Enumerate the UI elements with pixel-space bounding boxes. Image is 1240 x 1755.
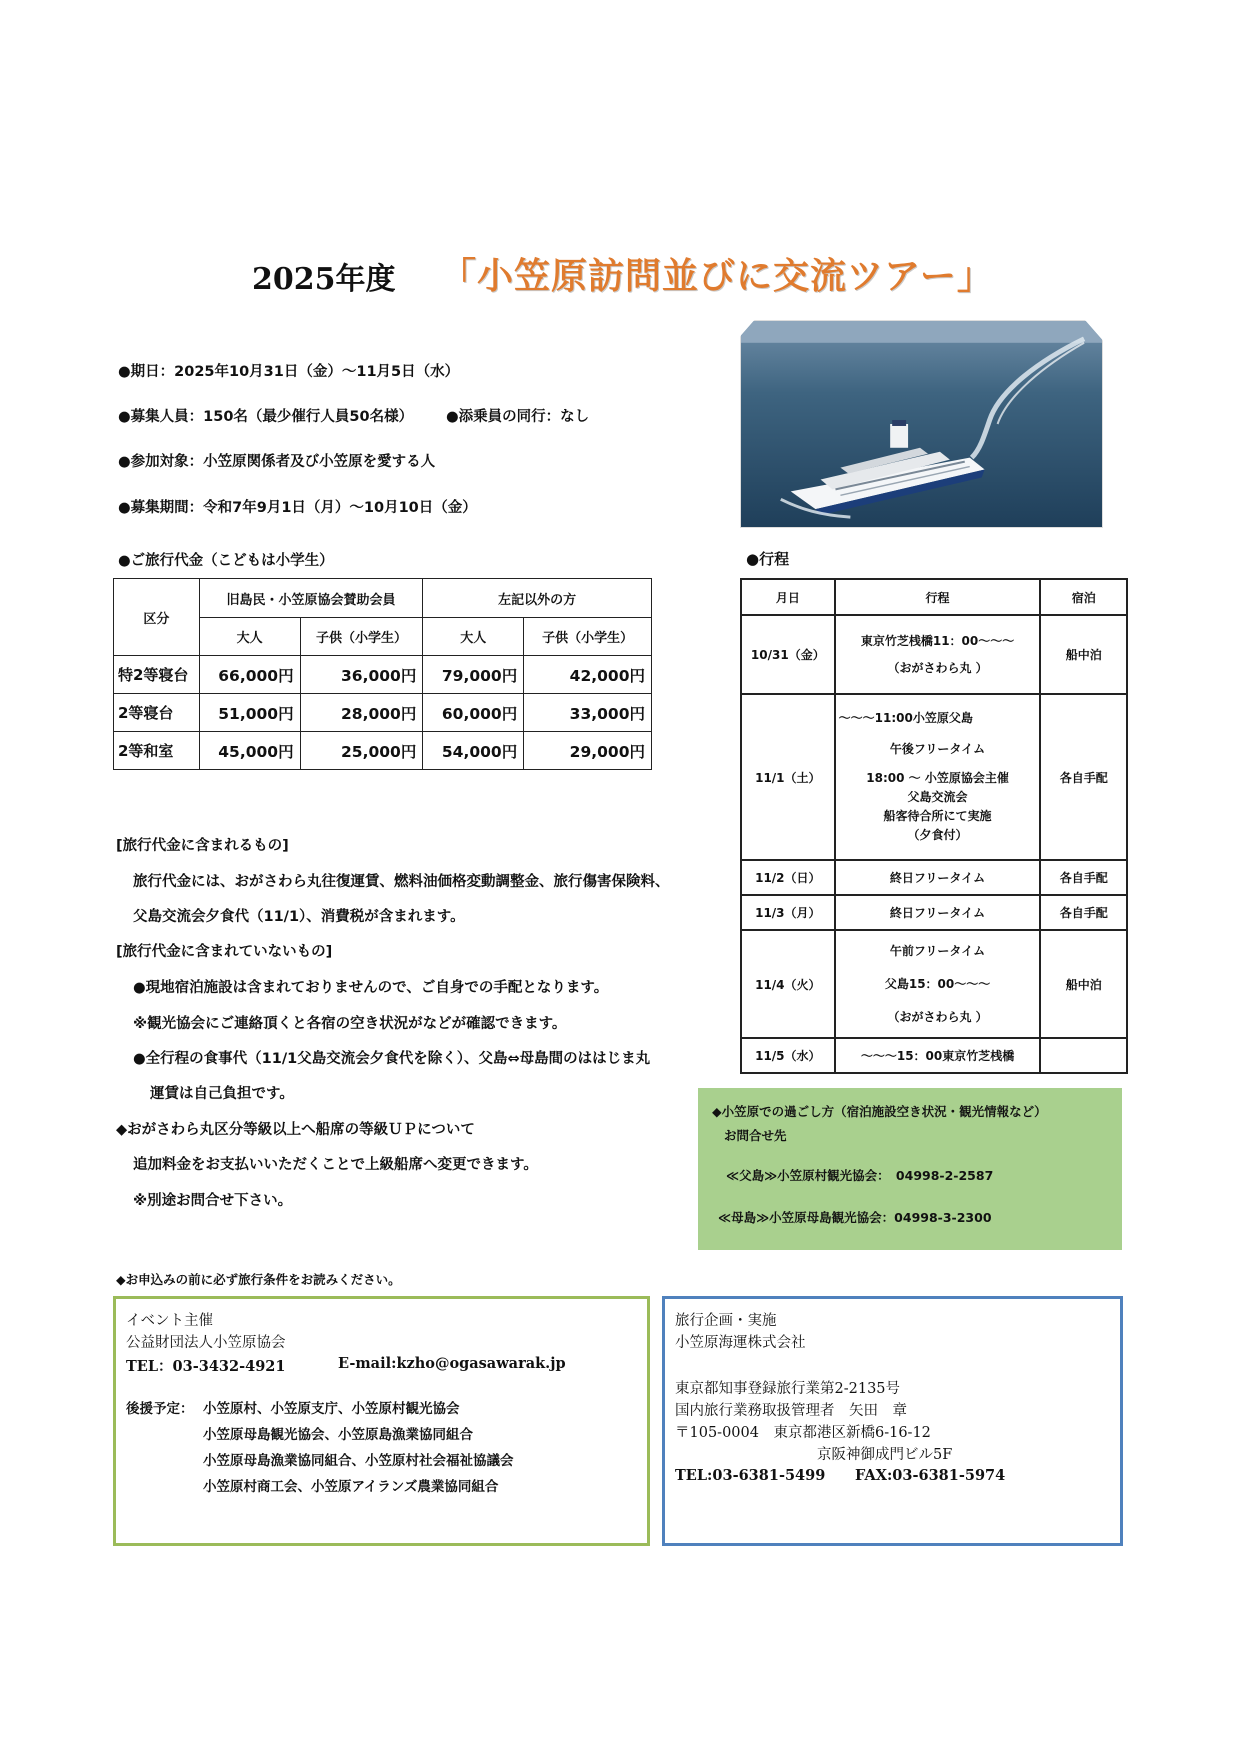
price-cell: 25,000円: [300, 732, 423, 770]
upgrade-title: ◆おがさわら丸区分等級以上へ船席の等級ＵＰについて: [116, 1122, 475, 1138]
price-cell: 79,000円: [423, 656, 524, 694]
included-line: 父島交流会夕食代（11/1）、消費税が含まれます。: [133, 909, 465, 925]
itinerary-plan-line: （おがさわら丸 ）: [887, 660, 988, 675]
itinerary-plan: 終日フリータイム: [835, 895, 1041, 930]
itinerary-plan: 終日フリータイム: [835, 860, 1041, 895]
price-row-label: 2等和室: [114, 732, 200, 770]
itinerary-plan-line: 東京竹芝桟橋11：00～～～: [860, 633, 1015, 648]
travel-address-building: 京阪神御成門ビル5F: [817, 1447, 953, 1463]
notice-text: ◆お申込みの前に必ず旅行条件をお読みください。: [116, 1272, 401, 1287]
travel-heading: 旅行企画・実施: [675, 1313, 777, 1329]
event-org: 公益財団法人小笠原協会: [126, 1335, 286, 1351]
included-title: [旅行代金に含まれるもの]: [116, 838, 289, 854]
price-cell: 28,000円: [300, 694, 423, 732]
price-cell: 42,000円: [524, 656, 652, 694]
itinerary-plan-line: 父島交流会: [907, 790, 968, 804]
itinerary-table: [740, 578, 1128, 1074]
support-line: 小笠原母島漁業協同組合、小笠原村社会福祉協議会: [203, 1453, 514, 1469]
support-line: 小笠原村商工会、小笠原アイランズ農業協同組合: [203, 1479, 499, 1495]
itinerary-plan-line: 父島15：00～～～: [884, 976, 991, 991]
excluded-line: ※観光協会にご連絡頂くと各宿の空き状況がなどが確認できます。: [133, 1016, 567, 1032]
itinerary-title: ●行程: [746, 550, 790, 568]
support-line: 小笠原母島観光協会、小笠原島漁業協同組合: [203, 1427, 473, 1443]
price-header-category: 区分: [114, 579, 200, 656]
itinerary-plan: ～～～15：00東京竹芝桟橋: [835, 1038, 1041, 1073]
application-period: ●募集期間：令和7年9月1日（月）～10月10日（金）: [118, 500, 477, 516]
price-header-group2: 左記以外の方: [423, 579, 652, 618]
tour-escort: ●添乗員の同行：なし: [446, 409, 590, 425]
event-email: E-mail:kzho@ogasawarak.jp: [338, 1355, 566, 1372]
travel-company: 小笠原海運株式会社: [675, 1335, 806, 1351]
itinerary-date: 11/1（土）: [741, 694, 835, 860]
support-label: 後援予定：: [126, 1401, 194, 1417]
itinerary-row: [741, 615, 1127, 694]
travel-fax: FAX:03-6381-5974: [855, 1467, 1006, 1484]
itinerary-row: [741, 860, 1127, 895]
contact-hahajima: ≪母島≫小笠原母島観光協会：04998-3-2300: [718, 1210, 992, 1225]
price-cell: 54,000円: [423, 732, 524, 770]
price-row: [114, 656, 652, 694]
price-cell: 45,000円: [199, 732, 300, 770]
excluded-line: ●現地宿泊施設は含まれておりませんので、ご自身での手配となります。: [133, 980, 609, 996]
contact-info-box: [698, 1088, 1122, 1250]
itinerary-row: [741, 930, 1127, 1038]
excluded-line: 運賃は自己負担です。: [150, 1086, 294, 1102]
event-tel: TEL：03-3432-4921: [126, 1358, 286, 1375]
itinerary-plan-line: 船客待合所にて実施: [883, 809, 992, 823]
price-cell: 36,000円: [300, 656, 423, 694]
upgrade-note: ※別途お問合せ下さい。: [133, 1193, 293, 1209]
contact-chichijima: ≪父島≫小笠原村観光協会： 04998-2-2587: [726, 1168, 994, 1183]
itinerary-plan: [835, 930, 1041, 1038]
price-cell: 51,000円: [199, 694, 300, 732]
price-row: [114, 732, 652, 770]
price-cell: 66,000円: [199, 656, 300, 694]
itinerary-header-stay: 宿泊: [1040, 579, 1127, 615]
contact-box-subtitle: お問合せ先: [724, 1128, 787, 1143]
tour-target: ●参加対象：小笠原関係者及び小笠原を愛する人: [118, 454, 436, 470]
price-cell: 60,000円: [423, 694, 524, 732]
event-heading: イベント主催: [126, 1313, 213, 1329]
itinerary-date: 11/4（火）: [741, 930, 835, 1038]
travel-tel: TEL:03-6381-5499: [675, 1467, 826, 1484]
travel-company-box: [662, 1296, 1123, 1546]
itinerary-plan: [835, 615, 1041, 694]
excluded-line: ●全行程の食事代（11/1父島交流会夕食代を除く）、父島⇔母島間のははじま丸: [133, 1051, 651, 1067]
itinerary-plan: [835, 694, 1041, 860]
itinerary-stay: [1040, 1038, 1127, 1073]
travel-manager: 国内旅行業務取扱管理者 矢田 章: [675, 1403, 907, 1419]
itinerary-plan-line: （おがさわら丸 ）: [887, 1009, 988, 1024]
tour-capacity: ●募集人員：150名（最少催行人員50名様）: [118, 409, 414, 425]
itinerary-stay: 各自手配: [1040, 694, 1127, 860]
tour-period: ●期日：2025年10月31日（金）～11月5日（水）: [118, 364, 460, 380]
ship-photo: [740, 320, 1103, 528]
included-line: 旅行代金には、おがさわら丸往復運賃、燃料油価格変動調整金、旅行傷害保険料、: [133, 874, 670, 890]
itinerary-date: 11/5（水）: [741, 1038, 835, 1073]
itinerary-date: 10/31（金）: [741, 615, 835, 694]
price-header-child: 子供（小学生）: [524, 618, 652, 656]
price-cell: 29,000円: [524, 732, 652, 770]
excluded-title: [旅行代金に含まれていないもの]: [116, 944, 333, 960]
contact-box-title: ◆小笠原での過ごし方（宿泊施設空き状況・観光情報など）: [712, 1104, 1047, 1119]
itinerary-row: [741, 895, 1127, 930]
price-header-group1: 旧島民・小笠原協会賛助会員: [199, 579, 423, 618]
price-header-adult: 大人: [423, 618, 524, 656]
price-cell: 33,000円: [524, 694, 652, 732]
page-title: 「小笠原訪問並びに交流ツアー」: [440, 256, 994, 297]
itinerary-header-plan: 行程: [835, 579, 1041, 615]
itinerary-date: 11/2（日）: [741, 860, 835, 895]
price-row: [114, 694, 652, 732]
fee-title: ●ご旅行代金（こどもは小学生）: [118, 553, 334, 569]
itinerary-stay: 各自手配: [1040, 860, 1127, 895]
price-table: [113, 578, 652, 770]
price-row-label: 2等寝台: [114, 694, 200, 732]
travel-registration: 東京都知事登録旅行業第2-2135号: [675, 1381, 901, 1397]
itinerary-row: [741, 1038, 1127, 1073]
upgrade-line: 追加料金をお支払いいただくことで上級船席へ変更できます。: [133, 1157, 538, 1173]
itinerary-plan-line: 18:00 ～ 小笠原協会主催: [866, 771, 1009, 785]
itinerary-date: 11/3（月）: [741, 895, 835, 930]
itinerary-stay: 船中泊: [1040, 930, 1127, 1038]
itinerary-header-date: 月日: [741, 579, 835, 615]
itinerary-plan-line: 午前フリータイム: [889, 943, 986, 958]
event-organizer-box: [113, 1296, 650, 1546]
price-header-child: 子供（小学生）: [300, 618, 423, 656]
itinerary-plan-line: 午後フリータイム: [889, 742, 986, 756]
support-line: 小笠原村、小笠原支庁、小笠原村観光協会: [203, 1401, 460, 1417]
title-year: 2025年度: [252, 262, 396, 297]
itinerary-plan-line: ～～～11:00小笠原父島: [838, 711, 973, 725]
price-row-label: 特2等寝台: [114, 656, 200, 694]
price-header-adult: 大人: [199, 618, 300, 656]
itinerary-plan-line: （夕食付）: [907, 828, 968, 842]
travel-address: 〒105-0004 東京都港区新橋6-16-12: [675, 1425, 931, 1441]
itinerary-stay: 各自手配: [1040, 895, 1127, 930]
itinerary-row: [741, 694, 1127, 860]
itinerary-stay: 船中泊: [1040, 615, 1127, 694]
